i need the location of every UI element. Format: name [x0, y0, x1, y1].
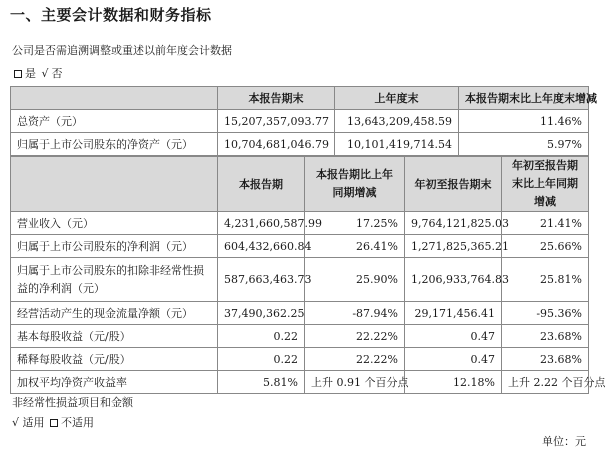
section-title: 一、主要会计数据和财务指标	[10, 6, 212, 24]
income-table	[10, 156, 606, 394]
table-cell: 22.22%	[305, 325, 405, 348]
table-cell: 1,271,825,365.21	[405, 235, 502, 258]
table-cell: 10,704,681,046.79	[218, 133, 335, 156]
table-cell: 5.81%	[218, 371, 305, 394]
table-row	[11, 348, 589, 371]
row-label: 加权平均净资产收益率	[11, 371, 218, 394]
table-cell: 25.66%	[502, 235, 589, 258]
table-cell: -95.36%	[502, 302, 589, 325]
checkbox-not-applicable	[50, 419, 58, 427]
table-row	[11, 133, 589, 156]
table-header: 年初至报告期末比上年同期增减	[502, 157, 589, 212]
row-label: 稀释每股收益（元/股）	[11, 348, 218, 371]
retro-question: 公司是否需追溯调整或重述以前年度会计数据	[12, 44, 232, 57]
checkbox-yes	[14, 70, 22, 78]
table-cell: 25.81%	[502, 258, 589, 302]
table-cell: 0.47	[405, 348, 502, 371]
table-cell: 15,207,357,093.77	[218, 110, 335, 133]
row-label: 营业收入（元）	[11, 212, 218, 235]
row-label: 基本每股收益（元/股）	[11, 325, 218, 348]
table-cell: 25.90%	[305, 258, 405, 302]
table-cell: 37,490,362.25	[218, 302, 305, 325]
table-row	[11, 212, 589, 235]
table-cell: 23.68%	[502, 325, 589, 348]
table-cell: 22.22%	[305, 348, 405, 371]
option-yes-label: 是	[25, 67, 36, 80]
table-header: 本报告期	[218, 157, 305, 212]
table-cell: 0.22	[218, 325, 305, 348]
option-not-applicable-label: 不适用	[61, 416, 95, 429]
table-cell: 11.46%	[459, 110, 589, 133]
checkmark-icon: √	[12, 416, 20, 429]
row-label: 经营活动产生的现金流量净额（元）	[11, 302, 218, 325]
table-header	[11, 87, 218, 110]
retro-options	[12, 65, 63, 81]
table-cell: 26.41%	[305, 235, 405, 258]
table-row	[11, 302, 589, 325]
row-label: 总资产（元）	[11, 110, 218, 133]
table-header: 本报告期比上年同期增减	[305, 157, 405, 212]
applicable-options	[12, 414, 94, 430]
table-row	[11, 325, 589, 348]
table-cell: 1,206,933,764.83	[405, 258, 502, 302]
checkmark-icon: √	[41, 67, 49, 80]
table-header	[11, 157, 218, 212]
table-row	[11, 258, 589, 302]
row-label: 归属于上市公司股东的扣除非经常性损益的净利润（元）	[11, 258, 218, 302]
table-cell: 13,643,209,458.59	[335, 110, 459, 133]
nonrecurring-title: 非经常性损益项目和金额	[12, 396, 133, 409]
table-cell: 10,101,419,714.54	[335, 133, 459, 156]
table-cell: 5.97%	[459, 133, 589, 156]
option-applicable-label: 适用	[22, 416, 45, 429]
table-cell: 上升 0.91 个百分点	[305, 371, 405, 394]
table-header: 本报告期末比上年度末增减	[459, 87, 589, 110]
table-cell: 4,231,660,587.99	[218, 212, 305, 235]
row-label: 归属于上市公司股东的净利润（元）	[11, 235, 218, 258]
table-cell: 0.22	[218, 348, 305, 371]
table-row	[11, 371, 589, 394]
table-row	[11, 235, 589, 258]
table-cell: 587,663,463.73	[218, 258, 305, 302]
table-cell: 29,171,456.41	[405, 302, 502, 325]
table-cell: 上升 2.22 个百分点	[502, 371, 589, 394]
table-header: 上年度末	[335, 87, 459, 110]
table-cell: 23.68%	[502, 348, 589, 371]
table-cell: -87.94%	[305, 302, 405, 325]
row-label: 归属于上市公司股东的净资产（元）	[11, 133, 218, 156]
unit-label: 单位：元	[542, 435, 586, 448]
table-cell: 21.41%	[502, 212, 589, 235]
table-cell: 9,764,121,825.03	[405, 212, 502, 235]
balance-table	[10, 86, 597, 156]
table-cell: 12.18%	[405, 371, 502, 394]
table-row	[11, 110, 589, 133]
table-cell: 604,432,660.84	[218, 235, 305, 258]
option-no-label: 否	[51, 67, 63, 80]
table-cell: 0.47	[405, 325, 502, 348]
table-header: 本报告期末	[218, 87, 335, 110]
table-cell: 17.25%	[305, 212, 405, 235]
table-header: 年初至报告期末	[405, 157, 502, 212]
